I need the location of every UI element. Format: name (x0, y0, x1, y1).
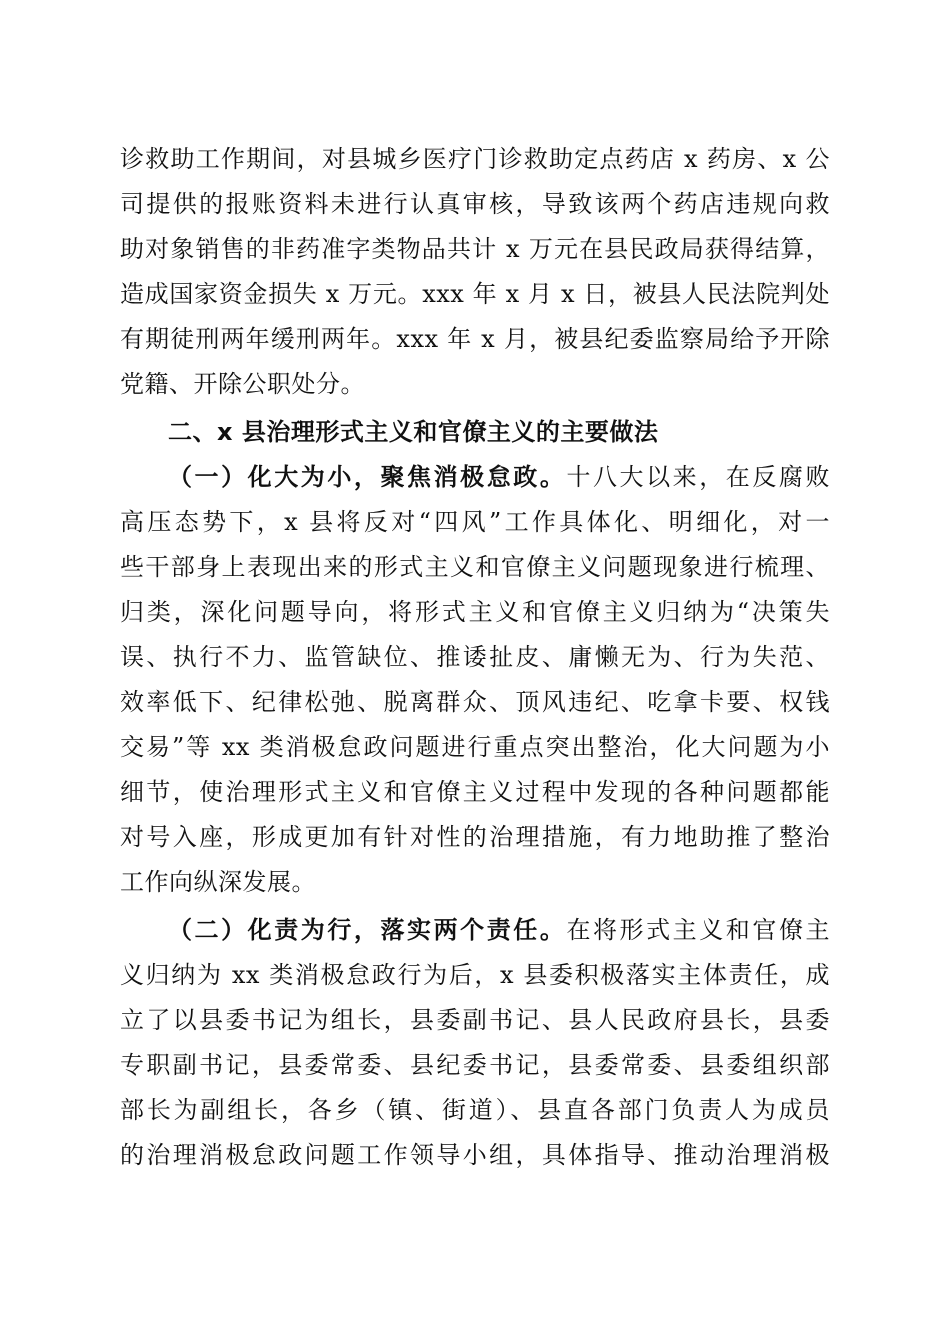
paragraph-2-line-6: 效率低下、纪律松弛、脱离群众、顶风违纪、吃拿卡要、权钱 (120, 688, 830, 716)
paragraph-2-line-3: 些干部身上表现出来的形式主义和官僚主义问题现象进行梳理、 (120, 553, 830, 581)
paragraph-3-line-2: 义归纳为 xx 类消极怠政行为后，x 县委积极落实主体责任，成 (120, 961, 830, 989)
paragraph-1-line-5: 有期徒刑两年缓刑两年。xxx 年 x 月，被县纪委监察局给予开除 (120, 325, 830, 353)
paragraph-2-line-4: 归类，深化问题导向，将形式主义和官僚主义归纳为“决策失 (120, 598, 830, 626)
paragraph-2-line-1 (168, 457, 830, 497)
paragraph-3-lead: （二）化责为行，落实两个责任。 (168, 916, 567, 944)
paragraph-2-line-2: 高压态势下，x 县将反对“四风”工作具体化、明细化，对一 (120, 508, 830, 536)
paragraph-3-first-rest: 在将形式主义和官僚主 (566, 916, 830, 944)
paragraph-3-line-1 (168, 910, 830, 950)
paragraph-3-line-3: 立了以县委书记为组长，县委副书记、县人民政府县长，县委 (120, 1006, 830, 1034)
paragraph-3-line-4: 专职副书记，县委常委、县纪委书记，县委常委、县委组织部 (120, 1051, 830, 1079)
paragraph-2-lead: （一）化大为小，聚焦消极怠政。 (168, 463, 567, 491)
paragraph-1-line-3: 助对象销售的非药准字类物品共计 x 万元在县民政局获得结算， (120, 235, 830, 263)
paragraph-2-first-rest: 十八大以来，在反腐败 (566, 463, 830, 491)
paragraph-1-line-6: 党籍、开除公职处分。 (120, 370, 365, 398)
paragraph-3-line-5: 部长为副组长，各乡（镇、街道）、县直各部门负责人为成员 (120, 1096, 830, 1124)
paragraph-1-line-1: 诊救助工作期间，对县城乡医疗门诊救助定点药店 x 药房、x 公 (120, 145, 830, 173)
paragraph-3-line-6: 的治理消极怠政问题工作领导小组，具体指导、推动治理消极 (120, 1141, 830, 1169)
paragraph-1-line-4: 造成国家资金损失 x 万元。xxx 年 x 月 x 日，被县人民法院判处 (120, 280, 830, 308)
paragraph-2-line-9: 对号入座，形成更加有针对性的治理措施，有力地助推了整治 (120, 823, 830, 851)
section-heading: 二、x 县治理形式主义和官僚主义的主要做法 (168, 418, 659, 446)
paragraph-2-line-7: 交易”等 xx 类消极怠政问题进行重点突出整治，化大问题为小 (120, 733, 830, 761)
paragraph-1-line-2: 司提供的报账资料未进行认真审核，导致该两个药店违规向救 (120, 190, 830, 218)
paragraph-2-line-5: 误、执行不力、监管缺位、推诿扯皮、庸懒无为、行为失范、 (120, 643, 830, 671)
paragraph-2-line-8: 细节，使治理形式主义和官僚主义过程中发现的各种问题都能 (120, 778, 830, 806)
paragraph-2-line-10: 工作向纵深发展。 (120, 868, 316, 896)
